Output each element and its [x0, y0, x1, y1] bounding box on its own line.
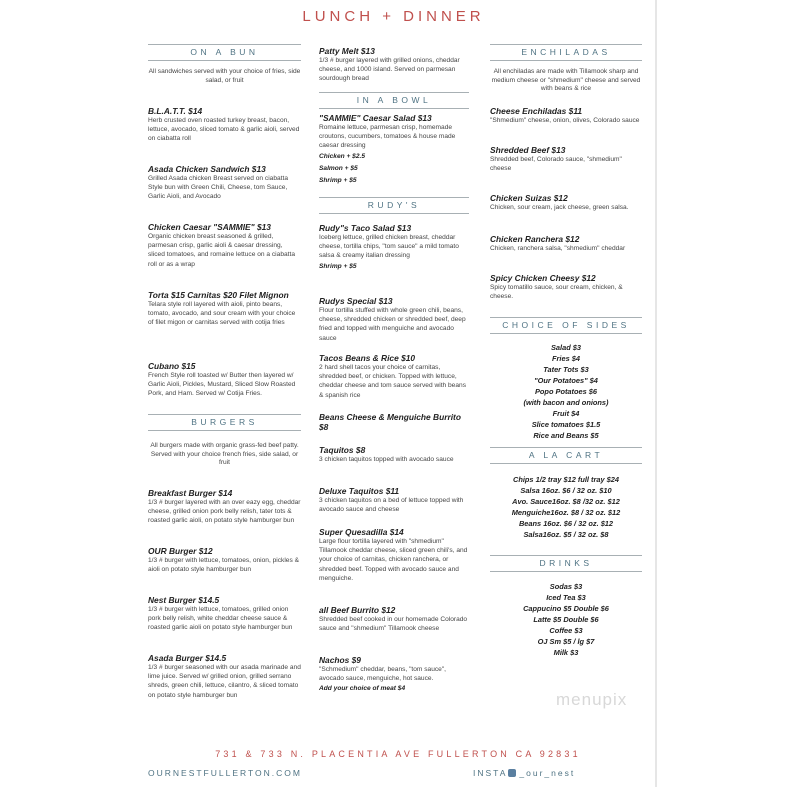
menu-item-addon: Chicken + $2.5	[319, 152, 365, 160]
section-header: ENCHILADAS	[490, 44, 642, 61]
instagram-icon	[508, 769, 516, 777]
menu-item-name: Cheese Enchiladas $11	[490, 106, 583, 116]
menu-item-description: Chicken, sour cream, jack cheese, green salsa.	[490, 204, 629, 211]
menu-item-name: Deluxe Taquitos $11	[319, 486, 400, 496]
menu-item-name: Beans Cheese & Menguiche Burrito $8	[319, 412, 461, 432]
menu-item	[319, 605, 469, 633]
menu-item-name: Chicken Ranchera $12	[490, 234, 580, 244]
menu-item-name: "SAMMIE" Caesar Salad $13	[319, 113, 432, 123]
price-list-line: Slice tomatoes $1.5	[531, 420, 601, 429]
menu-item	[148, 595, 301, 633]
menu-item	[148, 653, 301, 700]
menu-item-description: 1/3 # burger with lettuce, tomatoes, grilled onion pork belly relish, white cheddar cheese sauce & roasted garlic aioli on potato style hamburger bun	[148, 606, 293, 632]
section-header: IN A BOWL	[319, 92, 469, 109]
price-list-line: Sodas $3	[549, 582, 583, 591]
price-list-line: Salsa16oz. $5 / 32 oz. $8	[523, 530, 609, 539]
menu-item	[148, 488, 301, 526]
menu-item-description: Romaine lettuce, parmesan crisp, homemade croutons, cucumbers, tomatoes & house made caesar dressing	[319, 124, 456, 150]
menu-item	[490, 106, 642, 125]
menu-item	[319, 412, 469, 432]
price-list-line: Avo. Sauce16oz. $8 /32 oz. $12	[512, 497, 620, 506]
menu-item-description: Chicken, ranchera salsa, "shmedium" cheddar	[490, 245, 626, 252]
price-list-line: Chips 1/2 tray $12 full tray $24	[513, 475, 619, 484]
price-list	[490, 474, 642, 540]
menu-item-addon: Shrimp + $5	[319, 262, 357, 270]
menu-item-name: Asada Chicken Sandwich $13	[148, 164, 266, 174]
menu-item-description: Grilled Asada chicken Breast served on ciabatta Style bun with Green Chili, Cheese, tom Sauce, Garlic Aioli, and Avocado	[148, 175, 289, 201]
price-list-line: Fries $4	[552, 354, 580, 363]
menu-item-name: Taquitos $8	[319, 445, 366, 455]
section-header: BURGERS	[148, 414, 301, 431]
menu-item-addon: Add your choice of meat $4	[319, 685, 406, 693]
menu-item	[319, 113, 469, 187]
price-list-line: Milk $3	[553, 648, 579, 657]
price-list	[490, 342, 642, 441]
price-list-line: Menguiche16oz. $8 / 32 oz. $12	[511, 508, 621, 517]
menu-item-description: 1/3 # burger layered with grilled onions, cheddar cheese, and 1000 island. Served on parmesan sourdough bread	[319, 57, 460, 83]
menu-item-name: Chicken Caesar "SAMMIE" $13	[148, 222, 271, 232]
menu-item	[148, 290, 301, 328]
price-list-line: Popo Potatoes $6	[534, 387, 597, 396]
menu-item-description: French Style roll toasted w/ Butter then layered w/ Garlic Aioli, Pickles, Mustard, Sliced Slow Roasted Pork, and Ham. Served w/ Cotija Fries.	[148, 372, 296, 398]
menu-item	[319, 353, 469, 400]
menu-item-description: Flour tortilla stuffed with whole green chili, beans, cheese, shredded chicken or shredded beef, deep fried and topped with menguiche and avocado sauce	[319, 307, 466, 342]
menu-item	[148, 164, 301, 202]
footer-instagram[interactable]	[473, 768, 575, 778]
menu-item-addon: Shrimp + $5	[319, 176, 357, 184]
section-header: A LA CART	[490, 447, 642, 464]
menu-item-description: Shredded beef, Colorado sauce, "shmedium" cheese	[490, 156, 622, 173]
menu-item	[490, 273, 642, 301]
menu-item-name: Nachos $9	[319, 655, 361, 665]
menu-item-name: Chicken Suizas $12	[490, 193, 568, 203]
menu-item-name: B.L.A.T.T. $14	[148, 106, 203, 116]
price-list-line: Fruit $4	[552, 409, 580, 418]
menu-item-name: Asada Burger $14.5	[148, 653, 227, 663]
menu-item-description: 1/3 # burger seasoned with our asada marinade and lime juice. Served w/ grilled onion, grilled serrano shreds, green chili, lettuce, cilantro, & sliced tomato on potato style hamburger bun	[148, 664, 301, 699]
menu-item-name: Rudy"s Taco Salad $13	[319, 223, 412, 233]
price-list-line: Iced Tea $3	[546, 593, 586, 602]
menu-item-description: 2 hard shell tacos your choice of carnitas, shredded beef, or chicken. Topped with lettuce, cheddar cheese and tom sauce served with beans & spanish rice	[319, 364, 466, 399]
price-list-line: Rice and Beans $5	[533, 431, 599, 440]
menu-item-description: Organic chicken breast seasoned & grilled, parmesan crisp, garlic aioli & caesar dressing, sliced tomatoes, and romaine lettuce on a ciabatta roll or as a wrap	[148, 233, 295, 268]
section-note: All enchiladas are made with Tillamook sharp and medium cheese or "shmedium" cheese and served with beans & rice	[491, 68, 641, 93]
menu-item-name: Shredded Beef $13	[490, 145, 566, 155]
menu-item	[148, 106, 301, 144]
menu-item-name: Tacos Beans & Rice $10	[319, 353, 416, 363]
menu-item-description: Herb crusted oven roasted turkey breast, bacon, lettuce, avocado, sliced tomato & garlic aioli, served on ciabatta roll	[148, 117, 300, 143]
page-edge	[655, 0, 657, 787]
menu-item-description: Iceberg lettuce, grilled chicken breast, cheddar cheese, tortilla chips, "tom sauce" a mild tomato salsa & creamy italian dressing	[319, 234, 459, 260]
menu-item	[148, 361, 301, 399]
price-list-line: Salad $3	[551, 343, 581, 352]
menu-item-description: "Shmedium" cheese, onion, olives, Colorado sauce	[490, 117, 640, 124]
section-header: ON A BUN	[148, 44, 301, 61]
menu-item	[490, 234, 642, 253]
price-list-line: "Our Potatoes" $4	[534, 376, 598, 385]
price-list-line: OJ Sm $5 / lg $7	[537, 637, 595, 646]
section-header: RUDY'S	[319, 197, 469, 214]
menu-item-addon: Salmon + $5	[319, 164, 358, 172]
price-list	[490, 581, 642, 658]
menu-item-description: Large flour tortilla layered with "shmedium" Tillamook cheddar cheese, sliced green chili's, and your choice of carnitas, chicken ranchera, or shredded beef. Topped with avocado sauce and menguiche.	[319, 538, 468, 582]
price-list-line: Tater Tots $3	[543, 365, 589, 374]
price-list-line: Salsa 16oz. $6 / 32 oz. $10	[520, 486, 612, 495]
menu-item	[319, 445, 469, 464]
menu-item	[319, 296, 469, 343]
menu-item-name: all Beef Burrito $12	[319, 605, 396, 615]
menu-item-description: 3 chicken taquitos topped with avocado sauce	[319, 456, 454, 463]
menu-item-description: Shredded beef cooked in our homemade Colorado sauce and "shmedium" Tillamook cheese	[319, 616, 468, 633]
menu-item-description: 1/3 # burger with lettuce, tomatoes, onion, pickles & aioli on potato style hamburger bun	[148, 557, 300, 574]
menu-item-name: Super Quesadilla $14	[319, 527, 404, 537]
menu-item	[490, 193, 642, 212]
section-header: CHOICE OF SIDES	[490, 317, 642, 334]
menu-item	[319, 655, 469, 695]
price-list-line: Latte $5 Double $6	[533, 615, 599, 624]
price-list-line: Beans 16oz. $6 / 32 oz. $12	[518, 519, 614, 528]
menu-item-description: "Schmedium" cheddar, beans, "tom sauce", avocado sauce, menguiche, hot sauce.	[319, 666, 447, 683]
menu-item-name: Spicy Chicken Cheesy $12	[490, 273, 596, 283]
section-note: All burgers made with organic grass-fed beef patty. Served with your choice french fries, side salad, or fruit	[150, 442, 299, 467]
menu-item-name: Patty Melt $13	[319, 46, 375, 56]
insta-label: INSTA	[473, 768, 508, 778]
menu-item	[319, 486, 469, 514]
price-list-line: (with bacon and onions)	[523, 398, 609, 407]
menu-item	[319, 527, 469, 583]
menu-item-description: 3 chicken taquitos on a bed of lettuce topped with avocado sauce and cheese	[319, 497, 464, 514]
menu-item	[148, 222, 301, 269]
insta-handle: _our_nest	[519, 768, 576, 778]
menu-item	[490, 145, 642, 173]
menu-item-description: 1/3 # burger layered with an over eazy egg, cheddar cheese, grilled onion pork belly relish, tater tots & roasted garlic aioli, on potato style hamburger bun	[148, 499, 301, 525]
section-header: DRINKS	[490, 555, 642, 572]
watermark: menupix	[556, 690, 628, 709]
footer-website-link[interactable]: OURNESTFULLERTON.COM	[148, 768, 302, 778]
menu-item-name: OUR Burger $12	[148, 546, 213, 556]
footer-address: 731 & 733 N. PLACENTIA AVE FULLERTON CA 92831	[215, 749, 581, 759]
menu-item	[319, 46, 469, 84]
section-note: All sandwiches served with your choice of fries, side salad, or fruit	[148, 68, 301, 84]
menu-item-name: Torta $15 Carnitas $20 Filet Mignon	[148, 290, 289, 300]
menu-item-name: Rudys Special $13	[319, 296, 393, 306]
menu-item-name: Nest Burger $14.5	[148, 595, 220, 605]
menu-item	[319, 223, 469, 273]
menu-item-description: Telara style roll layered with aioli, pinto beans, tomato, avocado, and sour cream with your choice of filet migon or carnitas served with cotija fries	[148, 301, 296, 327]
menu-item	[148, 546, 301, 574]
price-list-line: Cappucino $5 Double $6	[523, 604, 609, 613]
price-list-line: Coffee $3	[549, 626, 583, 635]
menu-item-name: Cubano $15	[148, 361, 196, 371]
menu-item-description: Spicy tomatillo sauce, sour cream, chicken, & cheese.	[490, 284, 623, 301]
menu-item-name: Breakfast Burger $14	[148, 488, 233, 498]
menu-title: LUNCH + DINNER	[302, 8, 485, 25]
